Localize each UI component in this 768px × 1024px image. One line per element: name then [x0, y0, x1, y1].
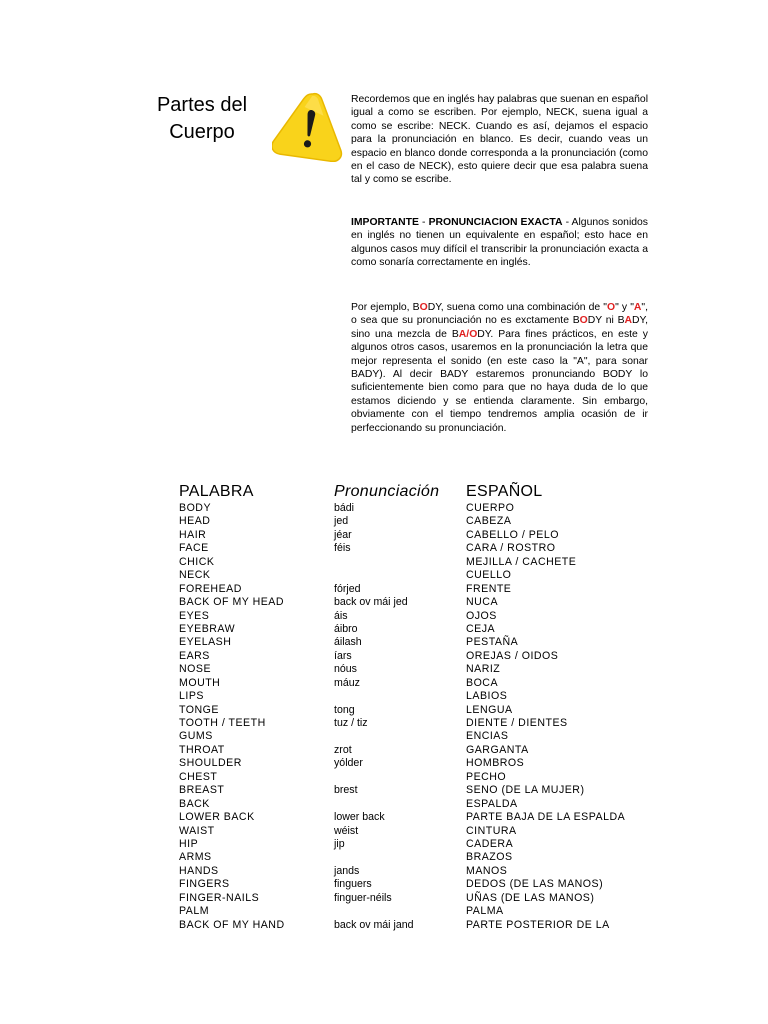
word-cell: ARMS: [179, 851, 212, 864]
header-espanol: ESPAÑOL: [466, 483, 543, 500]
table-row: [179, 771, 659, 784]
table-row: [179, 690, 659, 703]
pronunciation-cell: tong: [334, 703, 355, 716]
word-cell: HANDS: [179, 864, 219, 877]
spanish-cell: CUELLO: [466, 569, 512, 582]
word-cell: SHOULDER: [179, 757, 242, 770]
spanish-cell: MANOS: [466, 864, 508, 877]
table-row: [179, 905, 659, 918]
pronunciation-cell: áibro: [334, 622, 358, 635]
table-row: [179, 636, 659, 649]
spanish-cell: CINTURA: [466, 824, 517, 837]
table-row: [179, 878, 659, 891]
table-row: [179, 502, 659, 515]
p3-red-6: A/O: [458, 328, 478, 340]
word-cell: BACK: [179, 797, 210, 810]
paragraph-2-text: - Algunos sonidos en inglés no tienen un equivalente en español; esto hace en algunos casos muy difícil el transcribir la pronunciación exacta a como sonaría correctamente en inglés.: [351, 217, 649, 269]
table-row: [179, 596, 659, 609]
word-cell: TONGE: [179, 703, 219, 716]
table-row: [179, 851, 659, 864]
spanish-cell: PALMA: [466, 905, 504, 918]
word-cell: BREAST: [179, 784, 225, 797]
table-row: [179, 825, 659, 838]
word-cell: EYELASH: [179, 636, 232, 649]
spanish-cell: OJOS: [466, 609, 497, 622]
word-cell: FACE: [179, 542, 209, 555]
spanish-cell: GARGANTA: [466, 743, 529, 756]
vocabulary-table: [179, 502, 659, 932]
pronunciation-cell: jands: [334, 864, 360, 877]
table-row: [179, 919, 659, 932]
p3-red-5: A: [624, 315, 633, 327]
p3-text-7: DY. Para fines prácticos, en este y algunos otros casos, usaremos en la pronunciación la letra que mejor representa el sonido (en este caso la "A", para sonar BADY). Al decir BADY estaremos pronunciando BODY lo suficientemente bien como para que no haya duda de lo que estamos diciendo y se entienda claramente. Sin embargo, obviamente con el tiempo tendremos amplia ocasión de ir perfeccionando su pronunciación.: [351, 328, 648, 434]
table-row: [179, 515, 659, 528]
pronunciation-cell: jip: [334, 837, 345, 850]
p3-text-3: " y ": [615, 302, 634, 313]
spanish-cell: CABELLO / PELO: [466, 528, 559, 541]
p3-red-2: O: [607, 302, 616, 313]
separator: -: [418, 217, 429, 228]
word-cell: BACK OF MY HAND: [179, 918, 285, 931]
word-cell: EYEBRAW: [179, 622, 236, 635]
word-cell: THROAT: [179, 743, 225, 756]
pronunciation-cell: wéist: [334, 824, 359, 837]
spanish-cell: DIENTE / DIENTES: [466, 717, 568, 729]
pronunciation-cell: zrot: [334, 743, 352, 756]
pronunciation-cell: áilash: [334, 636, 362, 649]
spanish-cell: PESTAÑA: [466, 636, 519, 649]
word-cell: CHEST: [179, 770, 218, 783]
pronunciation-cell: íars: [334, 649, 352, 662]
pronunciation-cell: back ov mái jed: [334, 596, 408, 609]
spanish-cell: CEJA: [466, 622, 496, 635]
word-cell: FOREHEAD: [179, 582, 242, 595]
spanish-cell: PECHO: [466, 770, 507, 783]
spanish-cell: ESPALDA: [466, 797, 518, 810]
table-row: [179, 717, 659, 730]
spanish-cell: NUCA: [466, 596, 499, 609]
table-row: [179, 677, 659, 690]
title-line-1: Partes del: [156, 94, 248, 116]
word-cell: TOOTH / TEETH: [179, 717, 266, 729]
table-row: [179, 569, 659, 582]
pronunciation-cell: finguer-néils: [334, 891, 392, 904]
pronunciation-cell: jéar: [334, 528, 352, 541]
p3-red-4: O: [579, 315, 588, 327]
spanish-cell: ENCIAS: [466, 730, 509, 743]
spanish-cell: MEJILLA / CACHETE: [466, 555, 577, 568]
spanish-cell: OREJAS / OIDOS: [466, 649, 559, 662]
p3-text-1: Por ejemplo, B: [351, 302, 420, 313]
word-cell: BODY: [179, 502, 212, 514]
spanish-cell: FRENTE: [466, 582, 512, 595]
spanish-cell: CABEZA: [466, 515, 512, 528]
word-cell: FINGER-NAILS: [179, 891, 260, 904]
spanish-cell: BRAZOS: [466, 851, 513, 864]
warning-icon: [272, 88, 348, 162]
table-row: [179, 556, 659, 569]
word-cell: PALM: [179, 905, 210, 918]
spanish-cell: PARTE BAJA DE LA ESPALDA: [466, 811, 626, 824]
word-cell: WAIST: [179, 824, 215, 837]
spanish-cell: NARIZ: [466, 663, 501, 676]
pronunciation-cell: féis: [334, 542, 351, 555]
spanish-cell: DEDOS (DE LAS MANOS): [466, 878, 604, 891]
word-cell: GUMS: [179, 730, 213, 743]
pronunciation-cell: jed: [334, 515, 349, 528]
table-row: [179, 784, 659, 797]
header-pronunciacion: Pronunciación: [334, 483, 440, 500]
word-cell: LIPS: [179, 690, 204, 703]
pronunciation-cell: nóus: [334, 663, 357, 676]
table-row: [179, 610, 659, 623]
spanish-cell: CADERA: [466, 837, 514, 850]
intro-paragraph-3: [351, 301, 648, 435]
table-row: [179, 663, 659, 676]
word-cell: NECK: [179, 569, 211, 582]
pronunciation-cell: back ov mái jand: [334, 918, 414, 931]
word-cell: FINGERS: [179, 878, 230, 891]
spanish-cell: SENO (DE LA MUJER): [466, 784, 585, 797]
spanish-cell: UÑAS (DE LAS MANOS): [466, 891, 595, 904]
table-row: [179, 623, 659, 636]
word-cell: HIP: [179, 837, 199, 850]
word-cell: EYES: [179, 609, 210, 622]
table-row: [179, 892, 659, 905]
table-row: [179, 704, 659, 717]
intro-paragraph-1: Recordemos que en inglés hay palabras que suenan en español igual a como se escriben. Por ejemplo, NECK, suena igual a como se escribe: NECK. Cuando es así, dejamos el espacio para la pronunciación en blanco. Es decir, cuando veas un espacio en blanco donde corresponda a la pronunciación (como en el caso de NECK), esto quiere decir que esa palabra suena tal y como se escribe.: [351, 94, 648, 186]
word-cell: HEAD: [179, 515, 211, 528]
pronunciation-cell: finguers: [334, 878, 372, 891]
table-row: [179, 744, 659, 757]
table-row: [179, 865, 659, 878]
pronunciation-cell: bádi: [334, 502, 355, 514]
spanish-cell: CARA / ROSTRO: [466, 542, 556, 555]
table-row: [179, 798, 659, 811]
header-palabra: PALABRA: [179, 483, 254, 500]
page-title: [118, 92, 286, 146]
p3-text-4: ", o sea que su pronunciación no es exctamente B: [351, 302, 648, 327]
spanish-cell: LENGUA: [466, 703, 513, 716]
spanish-cell: LABIOS: [466, 690, 508, 703]
word-cell: CHICK: [179, 555, 215, 568]
pronunciation-cell: brest: [334, 784, 358, 797]
pronunciacion-exacta-label: PRONUNCIACION EXACTA: [428, 217, 563, 228]
spanish-cell: PARTE POSTERIOR DE LA: [466, 918, 610, 931]
table-row: [179, 811, 659, 824]
word-cell: BACK OF MY HEAD: [179, 596, 285, 609]
pronunciation-cell: máuz: [334, 676, 360, 689]
table-row: [179, 529, 659, 542]
p3-text-6: DY, sino una mezcla de B: [351, 315, 648, 340]
table-row: [179, 542, 659, 555]
table-row: [179, 757, 659, 770]
p3-text-2: DY, suena como una combinación de ": [427, 302, 607, 313]
pronunciation-cell: fórjed: [334, 582, 361, 595]
title-line-2: Cuerpo: [169, 121, 235, 143]
spanish-cell: CUERPO: [466, 502, 515, 514]
word-cell: LOWER BACK: [179, 811, 255, 824]
pronunciation-cell: yólder: [334, 757, 363, 770]
importante-label: IMPORTANTE: [351, 217, 419, 228]
word-cell: EARS: [179, 649, 210, 662]
table-row: [179, 650, 659, 663]
pronunciation-cell: tuz / tiz: [334, 717, 368, 729]
p3-red-3: A: [633, 302, 642, 313]
table-row: [179, 838, 659, 851]
word-cell: MOUTH: [179, 676, 221, 689]
p3-text-5: DY ni B: [587, 315, 625, 327]
spanish-cell: HOMBROS: [466, 757, 525, 770]
table-row: [179, 730, 659, 743]
pronunciation-cell: áis: [334, 609, 348, 622]
pronunciation-cell: lower back: [334, 811, 385, 824]
word-cell: HAIR: [179, 528, 207, 541]
spanish-cell: BOCA: [466, 676, 499, 689]
p3-red-1: O: [419, 302, 428, 313]
word-cell: NOSE: [179, 663, 212, 676]
intro-paragraph-2: [351, 216, 648, 270]
table-row: [179, 583, 659, 596]
